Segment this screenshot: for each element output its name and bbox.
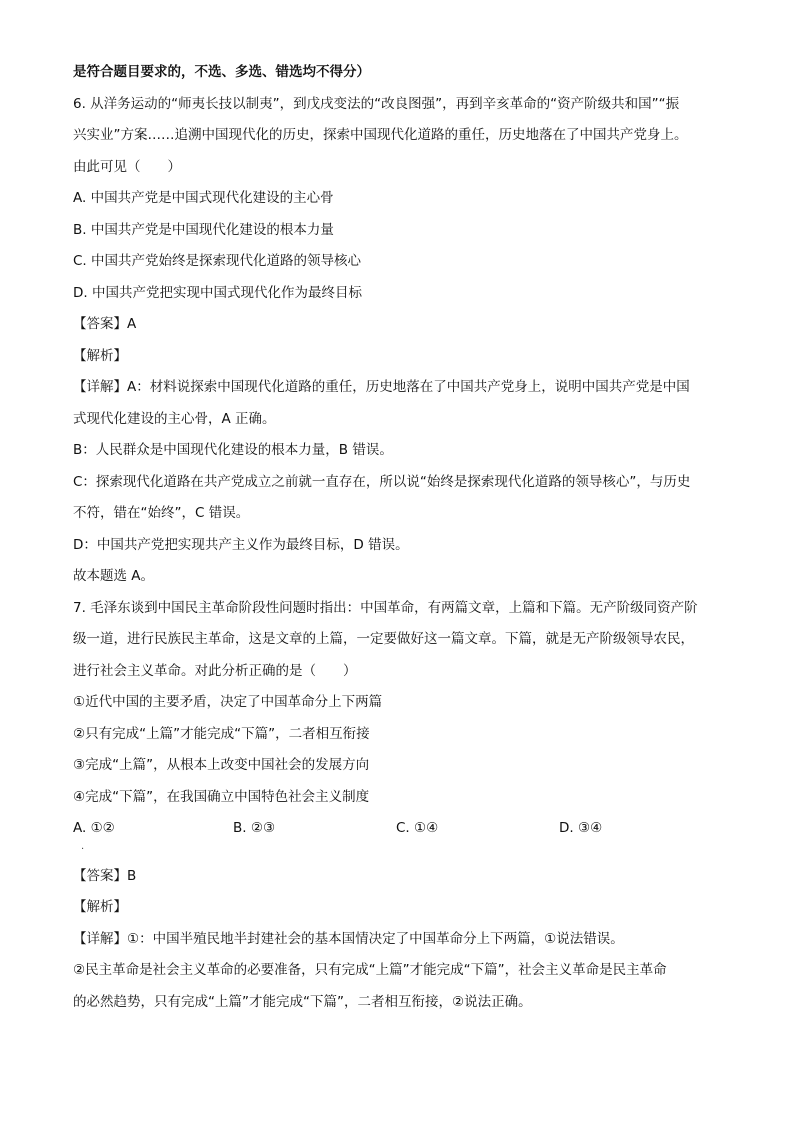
q6-detail-b: B：人民群众是中国现代化建设的根本力量，B 错误。 bbox=[73, 442, 393, 458]
document-page bbox=[73, 62, 723, 1023]
q6-stem-line-1: 6. 从洋务运动的“师夷长技以制夷”，到戊戌变法的“改良图强”，再到辛亥革命的“资产阶级共和国”“振 bbox=[73, 95, 680, 112]
q7-answer: 【答案】B bbox=[73, 867, 137, 884]
q6-stem-line-2: 兴实业”方案……追溯中国现代化的历史，探索中国现代化道路的重任，历史地落在了中国共产党身上。 bbox=[73, 127, 688, 143]
q7-detail-line-3: 的必然趋势，只有完成“上篇”才能完成“下篇”，二者相互衔接，②说法正确。 bbox=[73, 993, 532, 1010]
q6-option-a: A. 中国共产党是中国式现代化建设的主心骨 bbox=[73, 190, 334, 206]
q6-option-c: C. 中国共产党始终是探索现代化道路的领导核心 bbox=[73, 253, 362, 269]
q7-choice-b: B. ②③ bbox=[233, 820, 276, 836]
q7-stem-line-1: 7. 毛泽东谈到中国民主革命阶段性问题时指出：中国革命，有两篇文章，上篇和下篇。无产阶级同资产阶 bbox=[73, 599, 698, 616]
q7-stem-line-3: 进行社会主义革命。对此分析正确的是（ ） bbox=[73, 662, 357, 679]
q7-detail-line-2: ②民主革命是社会主义革命的必要准备，只有完成“上篇”才能完成“下篇”，社会主义革命是民主革命 bbox=[73, 962, 667, 978]
stray-dot-mark: · bbox=[81, 843, 85, 855]
q6-detail-line-1: 【详解】A：材料说探索中国现代化道路的重任，历史地落在了中国共产党身上，说明中国共产党是中国 bbox=[73, 379, 690, 395]
q7-item-3: ③完成“上篇”，从根本上改变中国社会的发展方向 bbox=[73, 757, 370, 773]
q7-item-2: ②只有完成“上篇”才能完成“下篇”，二者相互衔接 bbox=[73, 725, 370, 742]
section-instruction: 是符合题目要求的，不选、多选、错选均不得分） bbox=[73, 64, 370, 80]
q6-analysis-label: 【解析】 bbox=[73, 347, 127, 364]
q6-detail-line-2: 式现代化建设的主心骨，A 正确。 bbox=[73, 410, 276, 427]
q6-answer: 【答案】A bbox=[73, 316, 137, 332]
q6-detail-c-line-1: C：探索现代化道路在共产党成立之前就一直存在，所以说“始终是探索现代化道路的领导核心”，与历史 bbox=[73, 473, 691, 490]
q6-conclusion: 故本题选 A。 bbox=[73, 568, 155, 584]
q6-stem-line-3: 由此可见（ ） bbox=[73, 158, 181, 175]
question-6 bbox=[73, 94, 723, 587]
q6-detail-c-line-2: 不符，错在“始终”，C 错误。 bbox=[73, 505, 250, 521]
q6-detail-d: D：中国共产党把实现共产主义作为最终目标，D 错误。 bbox=[73, 536, 409, 553]
q6-option-d: D. 中国共产党把实现中国式现代化作为最终目标 bbox=[73, 284, 362, 301]
q7-item-4: ④完成“下篇”，在我国确立中国特色社会主义制度 bbox=[73, 788, 370, 805]
q7-choices bbox=[73, 818, 723, 838]
q7-stem-line-2: 级一道，进行民族民主革命，这是文章的上篇，一定要做好这一篇文章。下篇，就是无产阶级领导农民， bbox=[73, 631, 694, 647]
q7-choice-a: A. ①② bbox=[73, 820, 115, 836]
q7-choice-c: C. ①④ bbox=[396, 820, 439, 836]
q7-detail-line-1: 【详解】①：中国半殖民地半封建社会的基本国情决定了中国革命分上下两篇，①说法错误。 bbox=[73, 930, 624, 947]
q6-option-b: B. 中国共产党是中国现代化建设的根本力量 bbox=[73, 221, 334, 238]
q7-analysis-label: 【解析】 bbox=[73, 899, 127, 915]
q7-item-1: ①近代中国的主要矛盾，决定了中国革命分上下两篇 bbox=[73, 694, 383, 710]
q7-choice-d: D. ③④ bbox=[559, 820, 603, 836]
question-7 bbox=[73, 598, 723, 1012]
